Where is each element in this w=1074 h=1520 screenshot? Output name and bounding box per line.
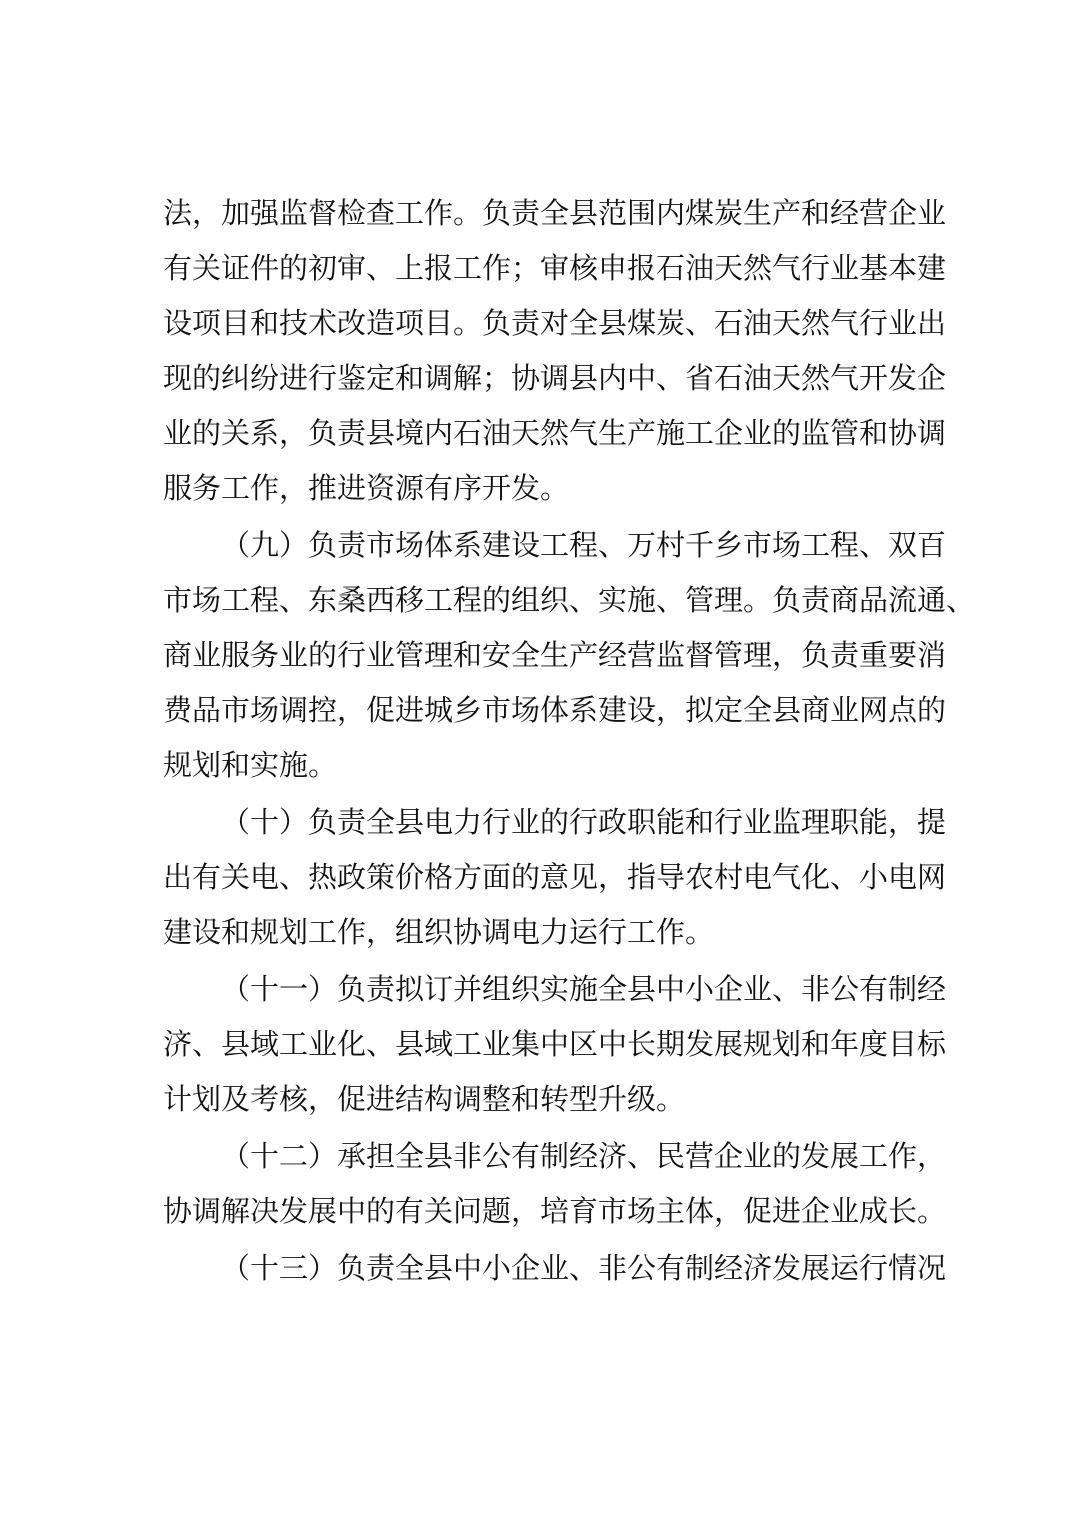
text-line: 费品市场调控，促进城乡市场体系建设，拟定全县商业网点的 (163, 693, 947, 727)
text-line: 设项目和技术改造项目。负责对全县煤炭、石油天然气行业出 (163, 306, 947, 340)
text-line: 服务工作，推进资源有序开发。 (163, 471, 570, 505)
paragraph-item-13 (163, 1241, 947, 1296)
text-line: 计划及考核，促进结构调整和转型升级。 (163, 1082, 686, 1116)
text-line: （十一）负责拟订并组织实施全县中小企业、非公有制经 (221, 972, 947, 1006)
paragraph-item-10 (163, 795, 947, 960)
document-body (163, 186, 976, 1298)
text-line: 商业服务业的行业管理和安全生产经营监督管理，负责重要消 (163, 638, 947, 672)
text-line: 规划和实施。 (163, 748, 338, 782)
text-line: 协调解决发展中的有关问题，培育市场主体，促进企业成长。 (163, 1194, 947, 1228)
text-line: （十）负责全县电力行业的行政职能和行业监理职能，提 (221, 805, 947, 839)
text-line: 济、县域工业化、县域工业集中区中长期发展规划和年度目标 (163, 1027, 947, 1061)
text-line: 出有关电、热政策价格方面的意见，指导农村电气化、小电网 (163, 860, 947, 894)
text-line: 市场工程、东桑西移工程的组织、实施、管理。负责商品流通、 (163, 583, 976, 617)
text-line: 业的关系，负责县境内石油天然气生产施工企业的监管和协调 (163, 416, 947, 450)
paragraph-item-12 (163, 1129, 947, 1239)
text-line: （十二）承担全县非公有制经济、民营企业的发展工作， (221, 1139, 947, 1173)
text-line: 建设和规划工作，组织协调电力运行工作。 (163, 915, 715, 949)
text-line: 法，加强监督检查工作。负责全县范围内煤炭生产和经营企业 (163, 196, 947, 230)
paragraph-item-9 (163, 518, 976, 793)
text-line: （十三）负责全县中小企业、非公有制经济发展运行情况 (221, 1251, 947, 1285)
text-line: 有关证件的初审、上报工作；审核申报石油天然气行业基本建 (163, 251, 947, 285)
text-line: 现的纠纷进行鉴定和调解；协调县内中、省石油天然气开发企 (163, 361, 947, 395)
paragraph-item-11 (163, 962, 947, 1127)
paragraph-continued (163, 186, 947, 516)
text-line: （九）负责市场体系建设工程、万村千乡市场工程、双百 (221, 528, 947, 562)
